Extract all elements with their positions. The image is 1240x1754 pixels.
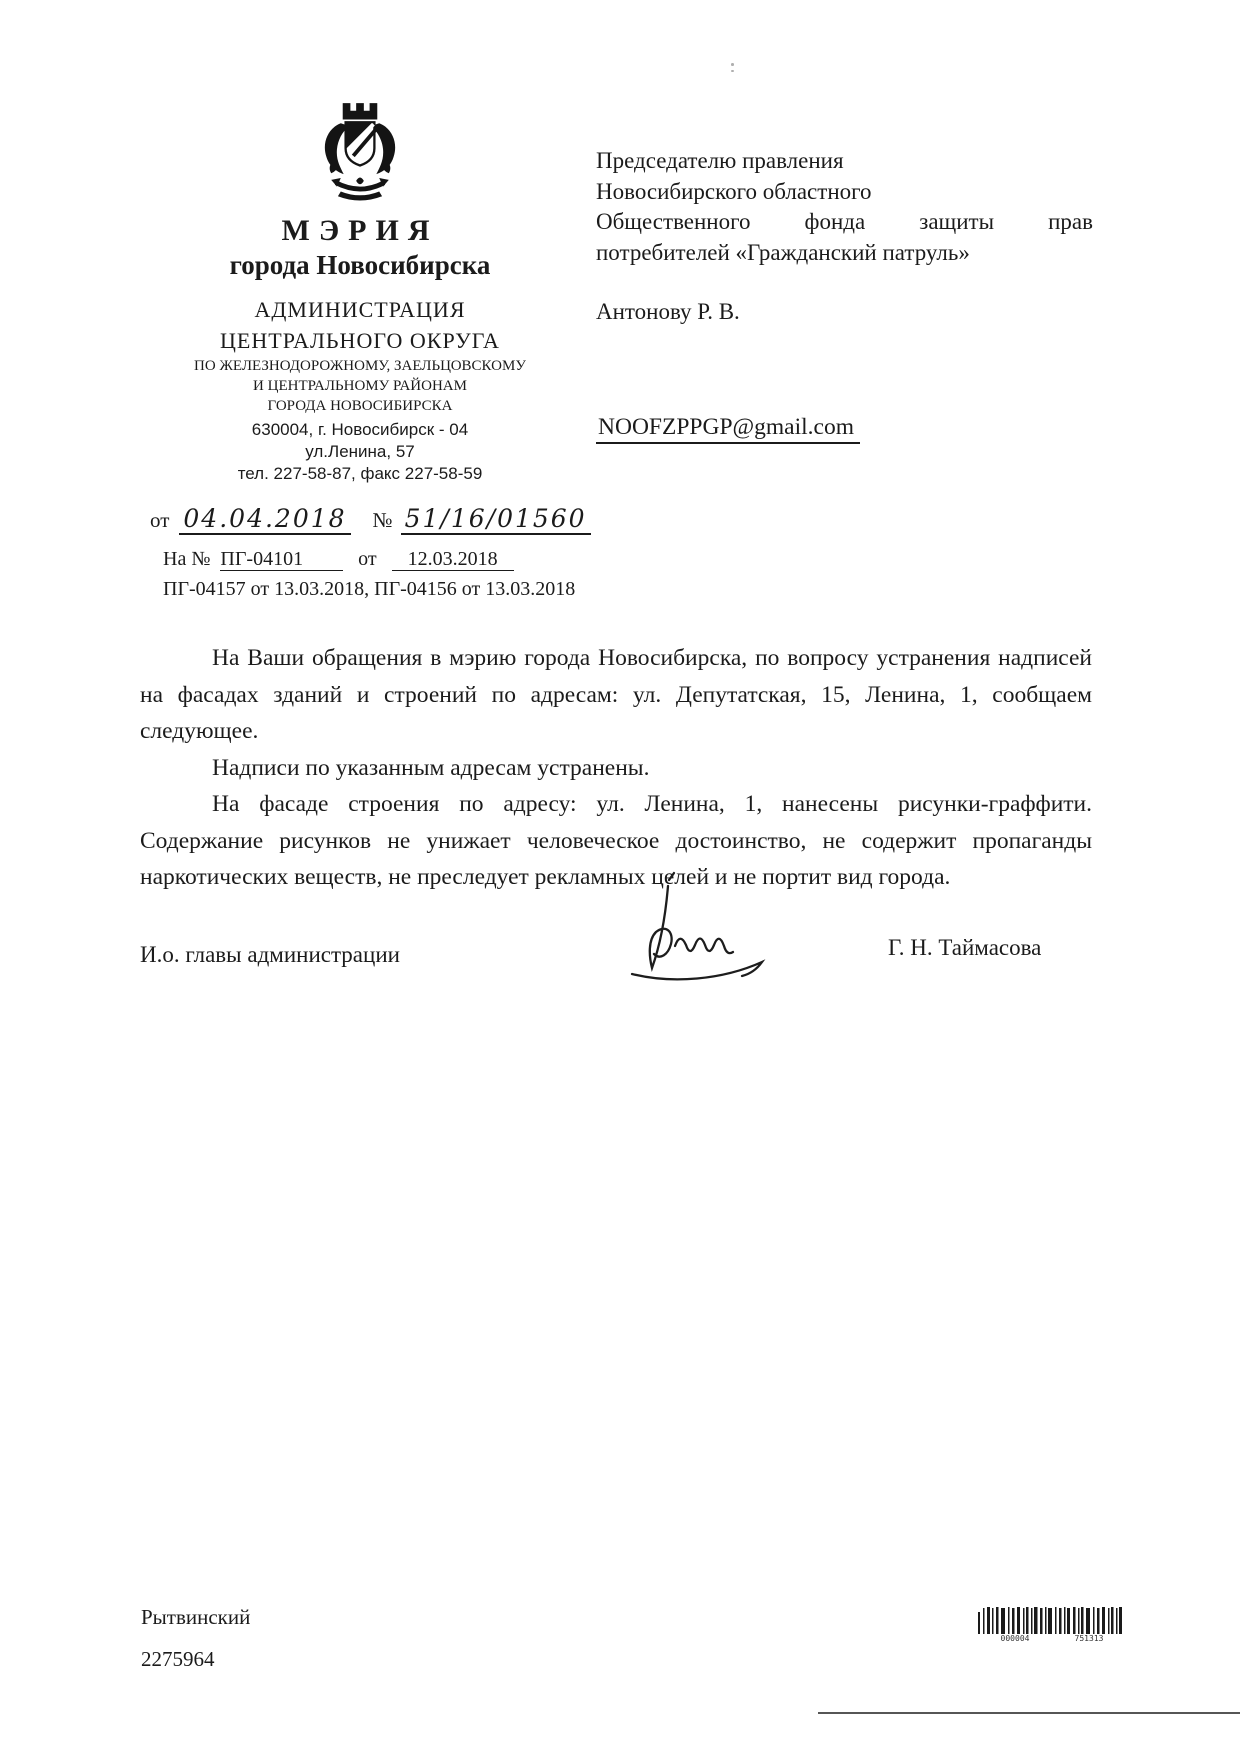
outgoing-number-value: 51/16/01560 — [404, 504, 587, 533]
body-paragraph: На фасаде строения по адресу: ул. Ленина, 1, нанесены рисунки-граффити. Содержание рисунков не унижает человеческое достоинство, не содержит пропаганды наркотических веществ, не преследует рекламных целей и не портит вид города. — [140, 791, 1092, 890]
address-line: тел. 227-58-87, факс 227-58-59 — [237, 464, 483, 483]
org-name-line2: города Новосибирска — [229, 250, 491, 280]
signer-name: Г. Н. Таймасова — [888, 935, 1042, 960]
executor-block — [141, 1596, 250, 1680]
division-line: ПО ЖЕЛЕЗНОДОРОЖНОМУ, ЗАЕЛЬЦОВСКОМУ — [194, 358, 526, 374]
barcode-digits — [978, 1634, 1126, 1643]
outgoing-number-label: № — [372, 508, 393, 532]
body-paragraph: Надписи по указанным адресам устранены. — [212, 754, 650, 781]
address-line: 630004, г. Новосибирск - 04 — [251, 420, 469, 439]
handwritten-signature — [572, 870, 787, 988]
incoming-ref-date-label: от — [358, 548, 377, 570]
recipient-email: NOOFZPPGP@gmail.com — [596, 414, 860, 444]
division-line: И ЦЕНТРАЛЬНОМУ РАЙОНАМ — [253, 378, 467, 394]
executor-phone: 2275964 — [141, 1647, 215, 1671]
division-line: ГОРОДА НОВОСИБИРСКА — [267, 398, 453, 414]
outgoing-number-field — [401, 504, 591, 535]
executor-name: Рытвинский — [141, 1605, 251, 1629]
incoming-ref-label: На № — [163, 548, 211, 570]
scan-artifact — [731, 63, 734, 75]
bottom-rule — [818, 1712, 1240, 1714]
incoming-reference-line — [163, 548, 514, 571]
address-block — [140, 419, 580, 485]
org-name-line1: МЭРИЯ — [281, 214, 439, 247]
letterhead — [140, 98, 580, 485]
outgoing-reference-line — [150, 504, 591, 535]
outgoing-date-field — [179, 504, 350, 535]
barcode-digits-left: 000004 — [1000, 1634, 1030, 1643]
division-line: ЦЕНТРАЛЬНОГО ОКРУГА — [220, 328, 500, 353]
recipient-line: Новосибирского областного — [596, 178, 872, 204]
barcode-bars-icon — [978, 1606, 1126, 1636]
barcode — [978, 1606, 1126, 1644]
outgoing-date-value: 04.04.2018 — [183, 504, 347, 533]
recipient-block — [596, 146, 1093, 268]
outgoing-date-label: от — [150, 508, 170, 532]
recipient-line: Председателю правления — [596, 148, 844, 173]
division-line: АДМИНИСТРАЦИЯ — [254, 297, 466, 322]
recipient-line: потребителей «Гражданский патруль» — [596, 239, 970, 265]
barcode-digits-right: 751313 — [1074, 1634, 1104, 1643]
recipient-line: Общественного фонда защиты прав — [596, 209, 1093, 234]
letter-body — [140, 640, 1092, 896]
signer-position-title: И.о. главы администрации — [140, 942, 400, 967]
incoming-reference-additional: ПГ-04157 от 13.03.2018, ПГ-04156 от 13.03.2018 — [163, 578, 576, 600]
body-paragraph: На Ваши обращения в мэрию города Новосибирска, по вопросу устранения надписей на фасадах зданий и строений по адресам: ул. Депутатская, 15, Ленина, 1, сообщаем следующее. — [140, 645, 1092, 744]
division-block — [140, 294, 580, 416]
incoming-ref-date: 12.03.2018 — [392, 548, 514, 571]
address-line: ул.Ленина, 57 — [305, 442, 415, 461]
recipient-name: Антонову Р. В. — [596, 299, 740, 324]
incoming-ref-number: ПГ-04101 — [220, 548, 343, 571]
novosibirsk-coat-of-arms-icon — [312, 98, 408, 210]
